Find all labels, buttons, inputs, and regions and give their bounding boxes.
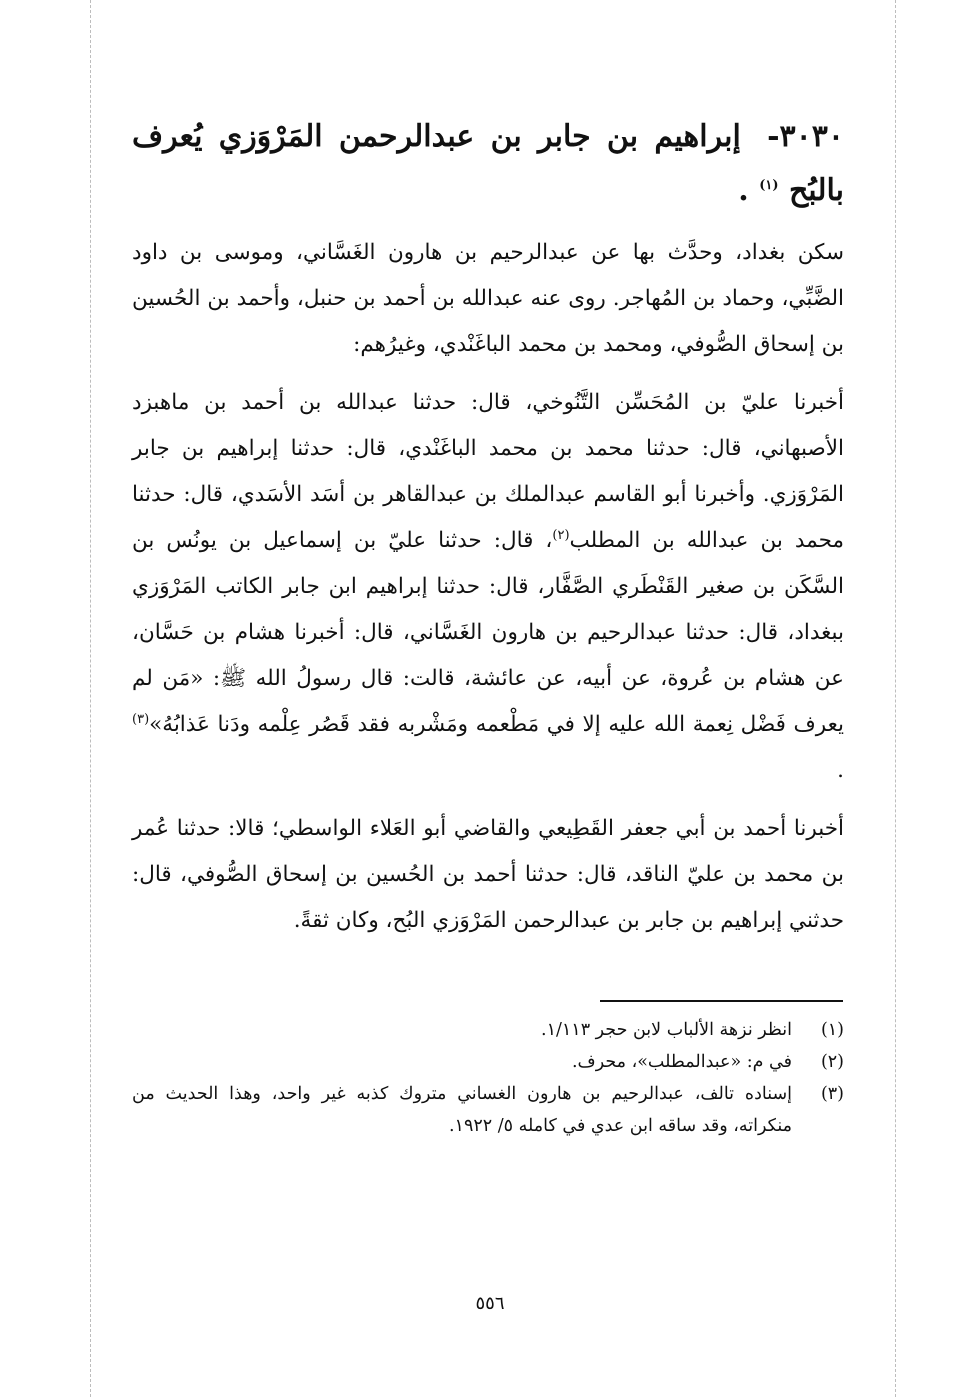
hadith-chain-end: .: [837, 758, 844, 783]
footnote-ref-3[interactable]: (٣): [132, 711, 150, 727]
margin-guide-right: [895, 0, 896, 1397]
footnote-1: [132, 1014, 844, 1046]
footnote-ref-2[interactable]: (٢): [552, 527, 570, 543]
footnote-2: [132, 1046, 844, 1078]
margin-guide-left: [90, 0, 91, 1397]
paragraph-hadith-chain: [132, 380, 844, 794]
page-number: ٥٥٦: [475, 1293, 505, 1314]
footnote-number: (٣): [820, 1084, 844, 1104]
footnote-number: (١): [820, 1020, 844, 1040]
heading-end-mark: .: [738, 173, 749, 208]
footnote-ref-1[interactable]: (١): [759, 178, 779, 193]
footnote-3: [132, 1078, 844, 1142]
paragraph-biography: سكن بغداد، وحدَّث بها عن عبدالرحيم بن هارون الغَسَّاني، وموسى بن داود الضَّبِّي، وحماد بن المُهاجر. روى عنه عبدالله بن أحمد بن حنبل، وأحمد بن الحُسين بن إسحاق الصُّوفي، ومحمد بن محمد الباغَنْدي، وغيرُهم:: [132, 240, 844, 357]
paragraph-trust-note: أخبرنا أحمد بن أبي جعفر القَطِيعي والقاضي أبو العَلاء الواسطي؛ قالا: حدثنا عُمر بن محمد بن عليّ الناقد، قال: حدثنا أحمد بن الحُسين بن إسحاق الصُّوفي، قال: حدثني إبراهيم بن جابر بن عبدالرحمن المَرْوَزي البُح، وكان ثقةً.: [132, 816, 844, 933]
footnote-text: انظر نزهة الألباب لابن حجر ١/١١٣.: [541, 1020, 792, 1040]
footnote-divider: [600, 1000, 843, 1002]
entry-heading-text: إبراهيم بن جابر بن عبدالرحمن المَرْوَزي يُعرف بالبُح: [132, 119, 844, 208]
footnote-text: في م: «عبدالمطلب»، محرف.: [571, 1052, 792, 1072]
entry-heading: [132, 110, 844, 218]
hadith-chain-text-a: أخبرنا عليّ بن المُحَسِّن التَّنُوخي، قال: حدثنا عبدالله بن أحمد بن ماهبزد الأصبهاني، قال: حدثنا محمد بن محمد الباغَنْدي، قال: حدثنا إبراهيم بن جابر المَرْوَزي. وأخبرنا أبو القاسم عبدالملك بن عبدالقاهر بن أسَد الأسَدي، قال: حدثنا محمد بن عبدالله بن المطلب: [132, 390, 844, 553]
hadith-chain-text-b: ، قال: حدثنا عليّ بن إسماعيل بن يونُس بن السَّكَن بن صغير القَنْطَري الصَّفَّار، قال: حدثنا إبراهيم ابن جابر الكاتب المَرْوَزي ببغداد، قال: حدثنا عبدالرحيم بن هارون الغَسَّاني، قال: أخبرنا هشام بن حَسَّان، عن هشام بن عُروة، عن أبيه، عن عائشة، قالت: قال رسولُ الله ﷺ: «مَن لم يعرف فَضْل نِعمة الله عليه إلا في مَطْعمه ومَشْربه فقد قَصُر عِلْمه ودَنا عَذابُهُ»: [132, 528, 844, 737]
page-content: [132, 110, 844, 956]
footnotes: [132, 1014, 844, 1142]
footnote-number: (٢): [820, 1052, 844, 1072]
entry-number: ٣٠٣٠-: [767, 119, 844, 154]
footnote-text: إسناده تالف، عبدالرحيم بن هارون الغساني متروك كذبه غير واحد، وهذا الحديث من منكراته، وقد ساقه ابن عدي في كامله ٥/ ١٩٢٢.: [132, 1084, 792, 1136]
